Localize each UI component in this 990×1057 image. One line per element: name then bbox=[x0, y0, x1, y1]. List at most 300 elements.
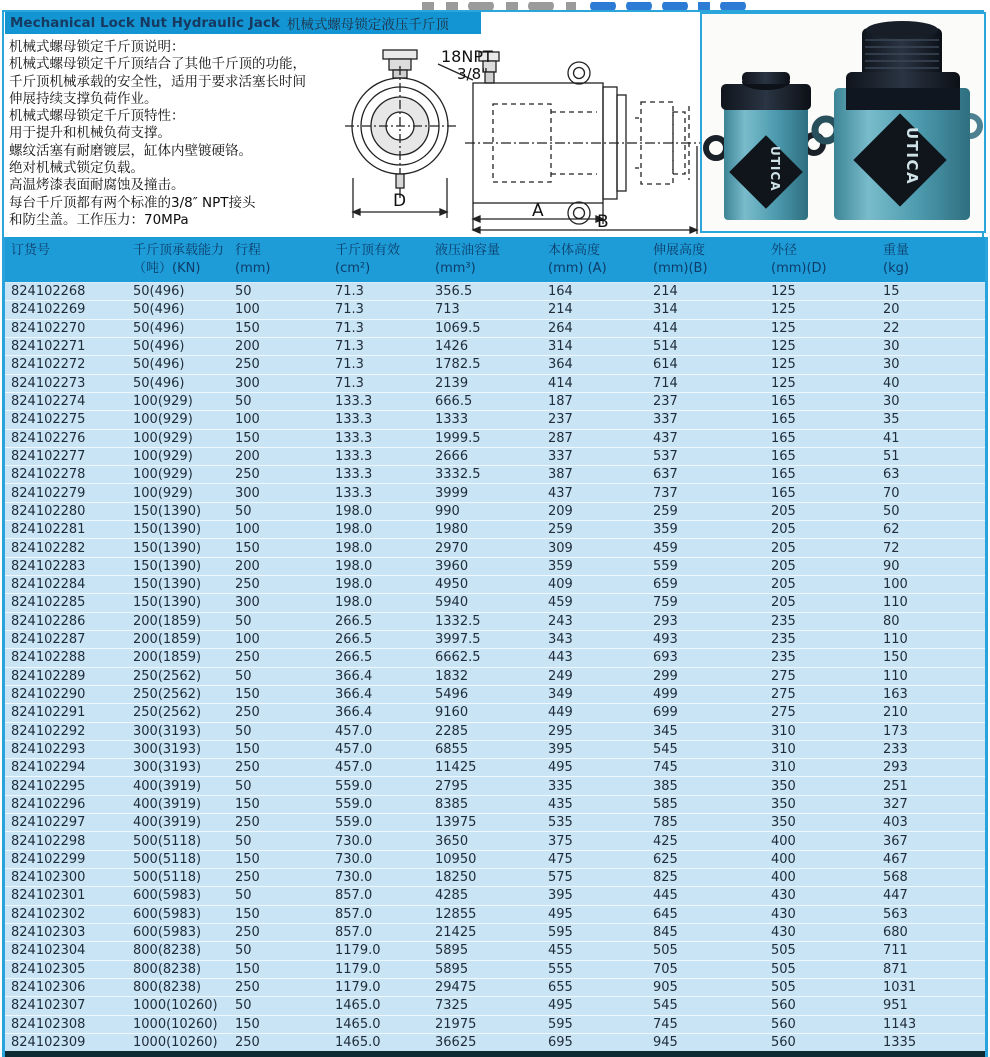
label-npt-size: 3/8" bbox=[457, 65, 489, 83]
table-cell: 824102275 bbox=[11, 412, 86, 428]
table-cell: 300(3193) bbox=[133, 760, 202, 776]
table-cell: 100(929) bbox=[133, 394, 193, 410]
table-cell: 505 bbox=[771, 961, 796, 977]
table-cell: 200(1859) bbox=[133, 650, 202, 666]
table-cell: 535 bbox=[548, 815, 573, 831]
table-cell: 563 bbox=[883, 906, 908, 922]
table-cell: 824102300 bbox=[11, 870, 86, 886]
table-cell: 600(5983) bbox=[133, 906, 202, 922]
table-cell: 50 bbox=[235, 284, 252, 300]
table-row bbox=[5, 301, 985, 319]
table-cell: 235 bbox=[771, 632, 796, 648]
table-cell: 200 bbox=[235, 448, 260, 464]
table-cell: 71.3 bbox=[335, 357, 364, 373]
table-cell: 36625 bbox=[435, 1034, 477, 1050]
table-cell: 505 bbox=[771, 943, 796, 959]
table-cell: 8385 bbox=[435, 796, 469, 812]
table-cell: 824102309 bbox=[11, 1034, 86, 1050]
table-cell: 309 bbox=[548, 540, 573, 556]
table-cell: 35 bbox=[883, 412, 900, 428]
table-cell: 387 bbox=[548, 467, 573, 483]
table-cell: 133.3 bbox=[335, 448, 373, 464]
table-cell: 824102307 bbox=[11, 998, 86, 1014]
table-cell: 314 bbox=[653, 302, 678, 318]
table-cell: 15 bbox=[883, 284, 900, 300]
column-header bbox=[127, 237, 229, 282]
table-cell: 625 bbox=[653, 851, 678, 867]
table-row bbox=[5, 741, 985, 759]
table-cell: 645 bbox=[653, 906, 678, 922]
table-cell: 21425 bbox=[435, 925, 477, 941]
column-header bbox=[429, 237, 542, 282]
page-title-bar bbox=[5, 12, 481, 34]
table-row bbox=[5, 411, 985, 429]
table-cell: 50 bbox=[235, 998, 252, 1014]
table-cell: 264 bbox=[548, 320, 573, 336]
table-cell: 21975 bbox=[435, 1016, 477, 1032]
table-cell: 40 bbox=[883, 375, 900, 391]
table-cell: 4285 bbox=[435, 888, 469, 904]
table-row bbox=[5, 704, 985, 722]
table-cell: 198.0 bbox=[335, 595, 373, 611]
table-cell: 514 bbox=[653, 339, 678, 355]
table-cell: 327 bbox=[883, 796, 908, 812]
table-cell: 310 bbox=[771, 723, 796, 739]
table-cell: 800(8238) bbox=[133, 961, 202, 977]
table-cell: 505 bbox=[653, 943, 678, 959]
table-cell: 198.0 bbox=[335, 503, 373, 519]
table-cell: 250 bbox=[235, 1034, 260, 1050]
jack-schematic bbox=[345, 46, 710, 234]
table-cell: 759 bbox=[653, 595, 678, 611]
column-header bbox=[229, 237, 329, 282]
table-cell: 825 bbox=[653, 870, 678, 886]
table-cell: 50(496) bbox=[133, 320, 185, 336]
table-cell: 500(5118) bbox=[133, 870, 202, 886]
table-row bbox=[5, 576, 985, 594]
column-unit: (mm)(D) bbox=[771, 261, 827, 276]
table-cell: 100 bbox=[235, 302, 260, 318]
table-cell: 250 bbox=[235, 870, 260, 886]
table-cell: 50 bbox=[235, 888, 252, 904]
table-cell: 125 bbox=[771, 320, 796, 336]
table-cell: 824102287 bbox=[11, 632, 86, 648]
table-cell: 18250 bbox=[435, 870, 477, 886]
table-cell: 10950 bbox=[435, 851, 477, 867]
product-photo bbox=[702, 14, 984, 231]
table-row bbox=[5, 814, 985, 832]
table-cell: 50 bbox=[235, 943, 252, 959]
table-cell: 300(3193) bbox=[133, 741, 202, 757]
table-cell: 824102282 bbox=[11, 540, 86, 556]
table-cell: 150 bbox=[235, 961, 260, 977]
table-cell: 249 bbox=[548, 668, 573, 684]
table-cell: 537 bbox=[653, 448, 678, 464]
column-header bbox=[542, 237, 647, 282]
table-cell: 800(8238) bbox=[133, 980, 202, 996]
table-cell: 250 bbox=[235, 925, 260, 941]
table-cell: 430 bbox=[771, 906, 796, 922]
table-cell: 165 bbox=[771, 394, 796, 410]
table-cell: 250 bbox=[235, 577, 260, 593]
table-cell: 1000(10260) bbox=[133, 998, 218, 1014]
table-cell: 824102292 bbox=[11, 723, 86, 739]
table-cell: 150 bbox=[235, 796, 260, 812]
table-cell: 600(5983) bbox=[133, 925, 202, 941]
table-cell: 187 bbox=[548, 394, 573, 410]
table-cell: 214 bbox=[653, 284, 678, 300]
table-cell: 205 bbox=[771, 540, 796, 556]
table-cell: 545 bbox=[653, 741, 678, 757]
table-cell: 63 bbox=[883, 467, 900, 483]
table-cell: 1179.0 bbox=[335, 980, 381, 996]
table-cell: 205 bbox=[771, 503, 796, 519]
table-cell: 945 bbox=[653, 1034, 678, 1050]
table-cell: 359 bbox=[548, 558, 573, 574]
table-cell: 845 bbox=[653, 925, 678, 941]
table-cell: 100(929) bbox=[133, 448, 193, 464]
table-cell: 1000(10260) bbox=[133, 1016, 218, 1032]
table-cell: 198.0 bbox=[335, 522, 373, 538]
table-cell: 205 bbox=[771, 558, 796, 574]
table-cell: 209 bbox=[548, 503, 573, 519]
table-cell: 414 bbox=[548, 375, 573, 391]
table-row bbox=[5, 283, 985, 301]
table-row bbox=[5, 906, 985, 924]
table-cell: 50 bbox=[235, 778, 252, 794]
table-cell: 824102301 bbox=[11, 888, 86, 904]
table-cell: 350 bbox=[771, 778, 796, 794]
table-cell: 300(3193) bbox=[133, 723, 202, 739]
table-cell: 800(8238) bbox=[133, 943, 202, 959]
table-cell: 824102298 bbox=[11, 833, 86, 849]
table-cell: 22 bbox=[883, 320, 900, 336]
table-cell: 350 bbox=[771, 796, 796, 812]
table-cell: 680 bbox=[883, 925, 908, 941]
table-cell: 310 bbox=[771, 741, 796, 757]
table-cell: 250 bbox=[235, 467, 260, 483]
table-cell: 72 bbox=[883, 540, 900, 556]
column-title: 千斤顶有效 bbox=[335, 243, 401, 258]
table-cell: 335 bbox=[548, 778, 573, 794]
table-cell: 150 bbox=[235, 320, 260, 336]
table-cell: 559 bbox=[653, 558, 678, 574]
column-title: 重量 bbox=[883, 243, 910, 258]
table-cell: 250 bbox=[235, 705, 260, 721]
table-cell: 3650 bbox=[435, 833, 469, 849]
table-cell: 250(2562) bbox=[133, 668, 202, 684]
table-cell: 125 bbox=[771, 357, 796, 373]
column-header bbox=[647, 237, 765, 282]
table-cell: 266.5 bbox=[335, 650, 373, 666]
table-cell: 714 bbox=[653, 375, 678, 391]
table-cell: 350 bbox=[771, 815, 796, 831]
table-cell: 100(929) bbox=[133, 430, 193, 446]
table-cell: 824102288 bbox=[11, 650, 86, 666]
table-cell: 824102299 bbox=[11, 851, 86, 867]
table-row bbox=[5, 649, 985, 667]
table-cell: 259 bbox=[548, 522, 573, 538]
table-cell: 343 bbox=[548, 632, 573, 648]
table-cell: 824102297 bbox=[11, 815, 86, 831]
table-cell: 20 bbox=[883, 302, 900, 318]
table-cell: 205 bbox=[771, 595, 796, 611]
table-cell: 5895 bbox=[435, 961, 469, 977]
table-cell: 367 bbox=[883, 833, 908, 849]
table-row bbox=[5, 1034, 985, 1051]
table-cell: 299 bbox=[653, 668, 678, 684]
table-cell: 871 bbox=[883, 961, 908, 977]
table-cell: 713 bbox=[435, 302, 460, 318]
table-cell: 495 bbox=[548, 760, 573, 776]
table-cell: 560 bbox=[771, 1034, 796, 1050]
table-row bbox=[5, 851, 985, 869]
table-row bbox=[5, 613, 985, 631]
table-cell: 824102302 bbox=[11, 906, 86, 922]
brand-logo-small: UTICA bbox=[768, 146, 782, 192]
table-cell: 559.0 bbox=[335, 778, 373, 794]
table-cell: 495 bbox=[548, 906, 573, 922]
table-cell: 3960 bbox=[435, 558, 469, 574]
column-title: 行程 bbox=[235, 243, 262, 258]
page-title-zh: 机械式螺母锁定液压千斤顶 bbox=[286, 17, 449, 33]
table-cell: 150(1390) bbox=[133, 577, 202, 593]
table-cell: 693 bbox=[653, 650, 678, 666]
table-cell: 71.3 bbox=[335, 375, 364, 391]
table-cell: 1465.0 bbox=[335, 1016, 381, 1032]
column-header bbox=[765, 237, 877, 282]
table-cell: 110 bbox=[883, 632, 908, 648]
table-cell: 857.0 bbox=[335, 925, 373, 941]
table-cell: 559.0 bbox=[335, 796, 373, 812]
table-cell: 659 bbox=[653, 577, 678, 593]
table-cell: 100(929) bbox=[133, 412, 193, 428]
table-cell: 400(3919) bbox=[133, 778, 202, 794]
table-cell: 730.0 bbox=[335, 833, 373, 849]
table-cell: 100 bbox=[883, 577, 908, 593]
table-cell: 163 bbox=[883, 687, 908, 703]
table-cell: 50 bbox=[235, 668, 252, 684]
table-cell: 403 bbox=[883, 815, 908, 831]
table-cell: 495 bbox=[548, 998, 573, 1014]
table-cell: 125 bbox=[771, 284, 796, 300]
table-cell: 395 bbox=[548, 741, 573, 757]
table-cell: 3997.5 bbox=[435, 632, 481, 648]
table-cell: 50(496) bbox=[133, 357, 185, 373]
table-cell: 250 bbox=[235, 815, 260, 831]
product-photo-frame bbox=[700, 12, 986, 233]
table-cell: 824102270 bbox=[11, 320, 86, 336]
table-cell: 400 bbox=[771, 851, 796, 867]
small-jack bbox=[706, 72, 823, 220]
table-cell: 200(1859) bbox=[133, 613, 202, 629]
table-cell: 459 bbox=[548, 595, 573, 611]
table-cell: 150(1390) bbox=[133, 503, 202, 519]
table-cell: 250 bbox=[235, 760, 260, 776]
table-cell: 300 bbox=[235, 375, 260, 391]
table-cell: 737 bbox=[653, 485, 678, 501]
table-cell: 71.3 bbox=[335, 320, 364, 336]
table-cell: 80 bbox=[883, 613, 900, 629]
column-unit: (mm³) bbox=[435, 261, 476, 276]
description-line: 机械式螺母锁定千斤顶说明： bbox=[9, 39, 185, 55]
table-cell: 695 bbox=[548, 1034, 573, 1050]
table-cell: 30 bbox=[883, 357, 900, 373]
table-cell: 493 bbox=[653, 632, 678, 648]
description-text bbox=[9, 39, 354, 229]
table-cell: 600(5983) bbox=[133, 888, 202, 904]
table-cell: 275 bbox=[771, 668, 796, 684]
table-cell: 385 bbox=[653, 778, 678, 794]
column-header bbox=[5, 237, 127, 282]
table-row bbox=[5, 338, 985, 356]
table-cell: 150(1390) bbox=[133, 540, 202, 556]
table-cell: 824102268 bbox=[11, 284, 86, 300]
table-cell: 475 bbox=[548, 851, 573, 867]
table-cell: 41 bbox=[883, 430, 900, 446]
table-row bbox=[5, 594, 985, 612]
table-cell: 150 bbox=[235, 540, 260, 556]
table-cell: 150 bbox=[235, 741, 260, 757]
table-bottom-border bbox=[5, 1051, 985, 1057]
table-cell: 5895 bbox=[435, 943, 469, 959]
table-row bbox=[5, 375, 985, 393]
table-row bbox=[5, 1016, 985, 1034]
description-line: 螺纹活塞有耐磨镀层，缸体内壁镀硬铬。 bbox=[9, 142, 252, 159]
table-cell: 824102280 bbox=[11, 503, 86, 519]
table-cell: 1980 bbox=[435, 522, 469, 538]
table-cell: 1179.0 bbox=[335, 943, 381, 959]
table-row bbox=[5, 539, 985, 557]
table-cell: 637 bbox=[653, 467, 678, 483]
table-row bbox=[5, 997, 985, 1015]
table-cell: 1143 bbox=[883, 1016, 917, 1032]
table-cell: 666.5 bbox=[435, 394, 473, 410]
table-cell: 824102306 bbox=[11, 980, 86, 996]
table-row bbox=[5, 668, 985, 686]
table-cell: 1333 bbox=[435, 412, 469, 428]
table-cell: 990 bbox=[435, 503, 460, 519]
table-cell: 437 bbox=[653, 430, 678, 446]
table-cell: 824102276 bbox=[11, 430, 86, 446]
table-cell: 824102304 bbox=[11, 943, 86, 959]
table-cell: 614 bbox=[653, 357, 678, 373]
column-title: 订货号 bbox=[11, 243, 51, 258]
table-cell: 1179.0 bbox=[335, 961, 381, 977]
brand-logo-large: UTICA bbox=[903, 127, 921, 186]
table-cell: 824102305 bbox=[11, 961, 86, 977]
table-cell: 165 bbox=[771, 467, 796, 483]
table-cell: 430 bbox=[771, 888, 796, 904]
table-cell: 1335 bbox=[883, 1034, 917, 1050]
table-cell: 150(1390) bbox=[133, 522, 202, 538]
table-cell: 366.4 bbox=[335, 705, 373, 721]
table-cell: 445 bbox=[653, 888, 678, 904]
table-cell: 237 bbox=[653, 394, 678, 410]
table-cell: 71.3 bbox=[335, 339, 364, 355]
table-cell: 210 bbox=[883, 705, 908, 721]
table-cell: 905 bbox=[653, 980, 678, 996]
table-row bbox=[5, 430, 985, 448]
table-cell: 951 bbox=[883, 998, 908, 1014]
column-title: 本体高度 bbox=[548, 243, 601, 258]
table-cell: 349 bbox=[548, 687, 573, 703]
table-cell: 205 bbox=[771, 577, 796, 593]
table-cell: 430 bbox=[771, 925, 796, 941]
table-cell: 824102291 bbox=[11, 705, 86, 721]
table-cell: 2666 bbox=[435, 448, 469, 464]
table-cell: 9160 bbox=[435, 705, 469, 721]
table-cell: 824102279 bbox=[11, 485, 86, 501]
table-cell: 125 bbox=[771, 375, 796, 391]
table-cell: 545 bbox=[653, 998, 678, 1014]
table-cell: 1999.5 bbox=[435, 430, 481, 446]
table-cell: 459 bbox=[653, 540, 678, 556]
table-cell: 110 bbox=[883, 668, 908, 684]
table-cell: 400 bbox=[771, 870, 796, 886]
table-cell: 71.3 bbox=[335, 302, 364, 318]
table-cell: 165 bbox=[771, 412, 796, 428]
table-cell: 100 bbox=[235, 522, 260, 538]
table-row bbox=[5, 521, 985, 539]
table-cell: 150 bbox=[235, 1016, 260, 1032]
table-row bbox=[5, 558, 985, 576]
table-cell: 414 bbox=[653, 320, 678, 336]
description-line: 和防尘盖。工作压力：70MPa bbox=[9, 211, 189, 228]
table-cell: 165 bbox=[771, 430, 796, 446]
table-cell: 30 bbox=[883, 394, 900, 410]
table-cell: 437 bbox=[548, 485, 573, 501]
table-cell: 457.0 bbox=[335, 760, 373, 776]
column-unit: （吨）(KN) bbox=[133, 261, 201, 276]
table-cell: 13975 bbox=[435, 815, 477, 831]
table-cell: 3332.5 bbox=[435, 467, 481, 483]
table-cell: 3999 bbox=[435, 485, 469, 501]
table-cell: 165 bbox=[771, 485, 796, 501]
label-18npt: 18NPT bbox=[441, 47, 493, 66]
table-cell: 824102286 bbox=[11, 613, 86, 629]
table-cell: 266.5 bbox=[335, 613, 373, 629]
column-title: 外径 bbox=[771, 243, 798, 258]
table-cell: 824102296 bbox=[11, 796, 86, 812]
table-cell: 505 bbox=[771, 980, 796, 996]
table-cell: 50 bbox=[235, 394, 252, 410]
table-cell: 400 bbox=[771, 833, 796, 849]
table-cell: 50 bbox=[883, 503, 900, 519]
table-cell: 705 bbox=[653, 961, 678, 977]
table-cell: 824102283 bbox=[11, 558, 86, 574]
table-cell: 555 bbox=[548, 961, 573, 977]
table-cell: 62 bbox=[883, 522, 900, 538]
table-cell: 300 bbox=[235, 595, 260, 611]
table-cell: 595 bbox=[548, 1016, 573, 1032]
column-unit: (mm) bbox=[235, 261, 271, 276]
table-cell: 1465.0 bbox=[335, 1034, 381, 1050]
table-row bbox=[5, 484, 985, 502]
column-unit: (mm)(B) bbox=[653, 261, 708, 276]
table-cell: 1465.0 bbox=[335, 998, 381, 1014]
column-unit: (cm²) bbox=[335, 261, 371, 276]
table-cell: 337 bbox=[653, 412, 678, 428]
spec-table bbox=[2, 237, 988, 1057]
table-row bbox=[5, 832, 985, 850]
table-cell: 233 bbox=[883, 741, 908, 757]
table-cell: 824102277 bbox=[11, 448, 86, 464]
table-cell: 457.0 bbox=[335, 741, 373, 757]
table-row bbox=[5, 777, 985, 795]
table-cell: 824102295 bbox=[11, 778, 86, 794]
table-row bbox=[5, 466, 985, 484]
